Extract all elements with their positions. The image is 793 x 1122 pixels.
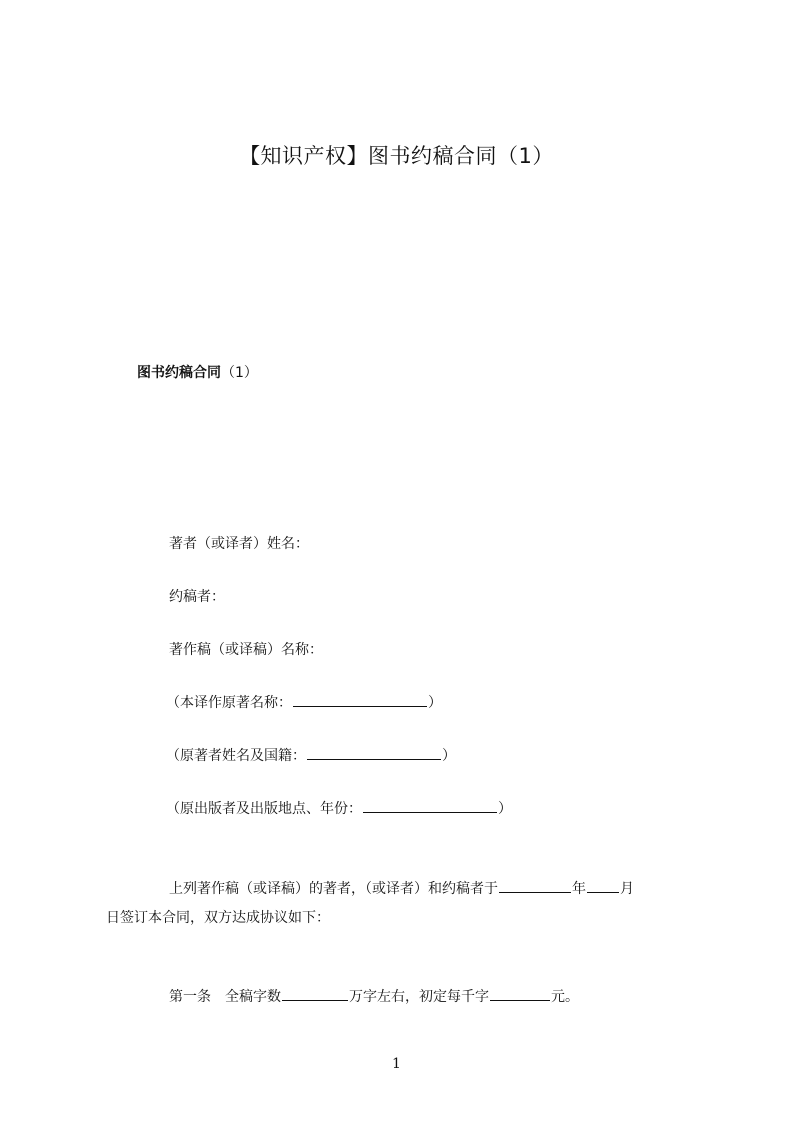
article-1-text-b: 万字左右，初定每千字 [349, 989, 489, 1005]
commissioner-field [169, 586, 225, 606]
author-name-label: 著者（或译者）姓名： [169, 536, 309, 552]
close-paren: ） [428, 695, 442, 711]
subtitle-number: （1） [221, 365, 258, 381]
intro-paragraph-line-2 [106, 907, 330, 927]
original-publisher-blank [363, 798, 497, 813]
price-blank [490, 986, 550, 1001]
document-title: 【知识产权】图书约稿合同（1） [239, 144, 554, 168]
year-label: 年 [572, 881, 586, 897]
original-author-field [166, 745, 456, 765]
commissioner-label: 约稿者： [169, 589, 225, 605]
original-publisher-field [166, 798, 512, 818]
intro-text: 上列著作稿（或译稿）的著者，（或译者）和约稿者于 [169, 881, 498, 897]
intro-text-continued: 日签订本合同，双方达成协议如下： [106, 910, 330, 926]
article-1-label: 第一条 [169, 989, 211, 1005]
original-publisher-label: （原出版者及出版地点、年份： [166, 801, 362, 817]
original-author-blank [307, 745, 441, 760]
author-name-field [169, 533, 309, 553]
year-blank [499, 878, 571, 893]
article-1 [169, 986, 579, 1006]
word-count-blank [282, 986, 348, 1001]
document-subtitle [137, 362, 258, 382]
intro-paragraph-line-1 [169, 878, 634, 898]
original-title-label: （本译作原著名称： [166, 695, 292, 711]
article-1-text-a: 全稿字数 [225, 989, 281, 1005]
month-blank [587, 878, 619, 893]
original-author-label: （原著者姓名及国籍： [166, 748, 306, 764]
original-title-field [166, 692, 442, 712]
work-name-label: 著作稿（或译稿）名称： [169, 642, 323, 658]
page-number: 1 [392, 1056, 401, 1072]
original-title-blank [293, 692, 427, 707]
subtitle-main: 图书约稿合同 [137, 365, 221, 381]
close-paren: ） [498, 801, 512, 817]
article-1-text-c: 元。 [551, 989, 579, 1005]
close-paren: ） [442, 748, 456, 764]
month-label: 月 [620, 881, 634, 897]
work-name-field [169, 639, 323, 659]
